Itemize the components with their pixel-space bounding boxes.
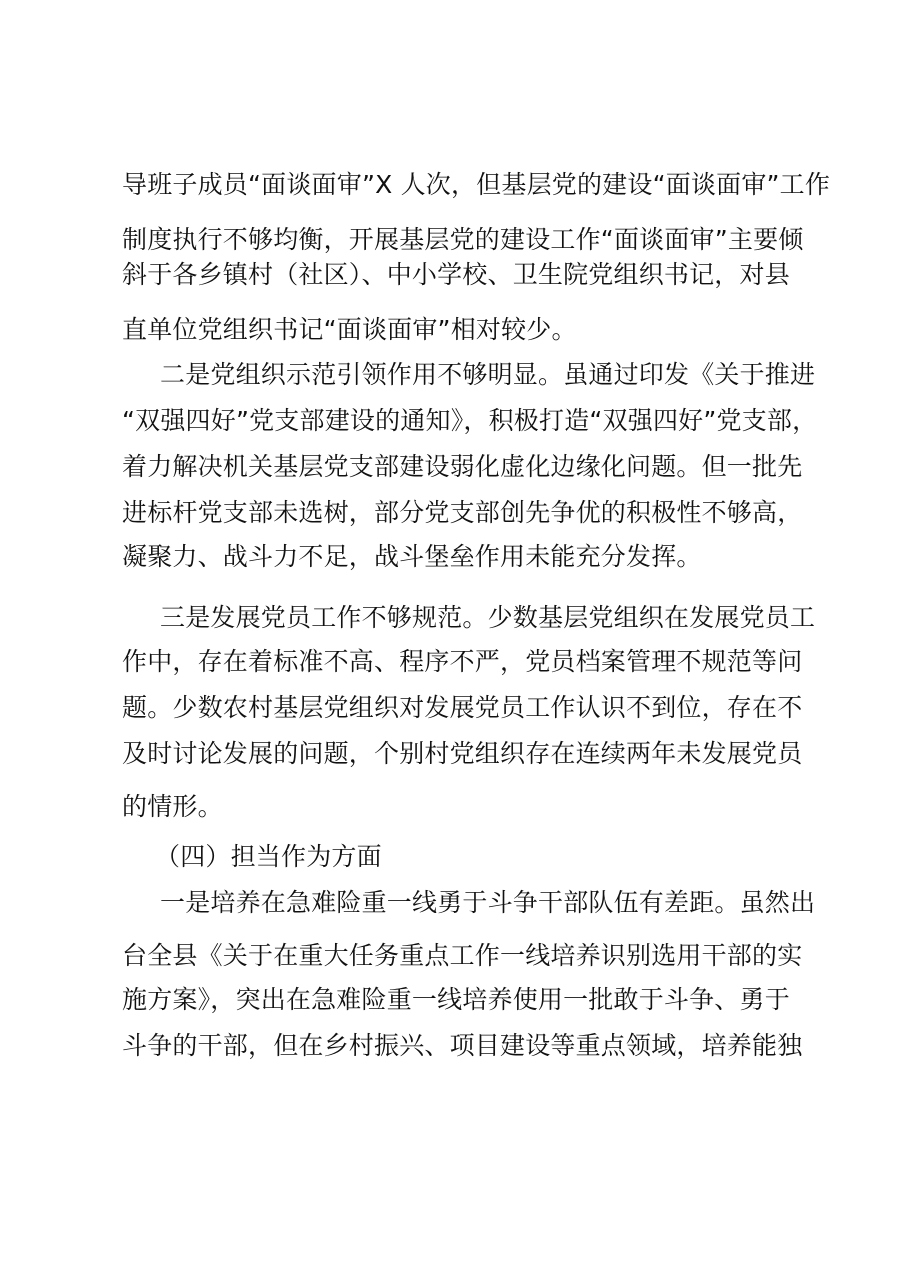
text-line: 施方案》，突出在急难险重一线培养使用一批敢于斗争、勇于 [122, 985, 790, 1014]
text-line: 作中，存在着标准不高、程序不严，党员档案管理不规范等问 [122, 647, 803, 676]
text-line: 的情形。 [122, 792, 223, 821]
paragraph-first-line: 三是发展党员工作不够规范。少数基层党组织在发展党员工 [160, 603, 816, 632]
text-line: 着力解决机关基层党支部建设弱化虚化边缘化问题。但一批先 [122, 452, 803, 481]
text-line: 斗争的干部，但在乡村振兴、项目建设等重点领域，培养能独 [122, 1031, 803, 1060]
text-line: 进标杆党支部未选树，部分党支部创先争优的积极性不够高， [122, 498, 803, 527]
text-line: 直单位党组织书记“面谈面审”相对较少。 [122, 315, 577, 344]
text-line: 及时讨论发展的问题，个别村党组织存在连续两年未发展党员 [122, 739, 803, 768]
text-line: 导班子成员“面谈面审”X 人次，但基层党的建设“面谈面审”工作 [122, 170, 831, 199]
text-line: 台全县《关于在重大任务重点工作一线培养识别选用干部的实 [122, 941, 803, 970]
paragraph-first-line: 二是党组织示范引领作用不够明显。虽通过印发《关于推进 [160, 360, 816, 389]
text-line: 凝聚力、战斗力不足，战斗堡垒作用未能充分发挥。 [122, 542, 702, 571]
text-line: 制度执行不够均衡，开展基层党的建设工作“面谈面审”主要倾 [122, 225, 804, 254]
section-heading: （四）担当作为方面 [155, 842, 382, 871]
paragraph-first-line: 一是培养在急难险重一线勇于斗争干部队伍有差距。虽然出 [160, 888, 816, 917]
text-line: 斜于各乡镇村（社区）、中小学校、卫生院党组织书记，对县 [122, 260, 790, 289]
text-line: 题。少数农村基层党组织对发展党员工作认识不到位，存在不 [122, 693, 803, 722]
text-line: “双强四好”党支部建设的通知》，积极打造“双强四好”党支部， [122, 406, 818, 435]
